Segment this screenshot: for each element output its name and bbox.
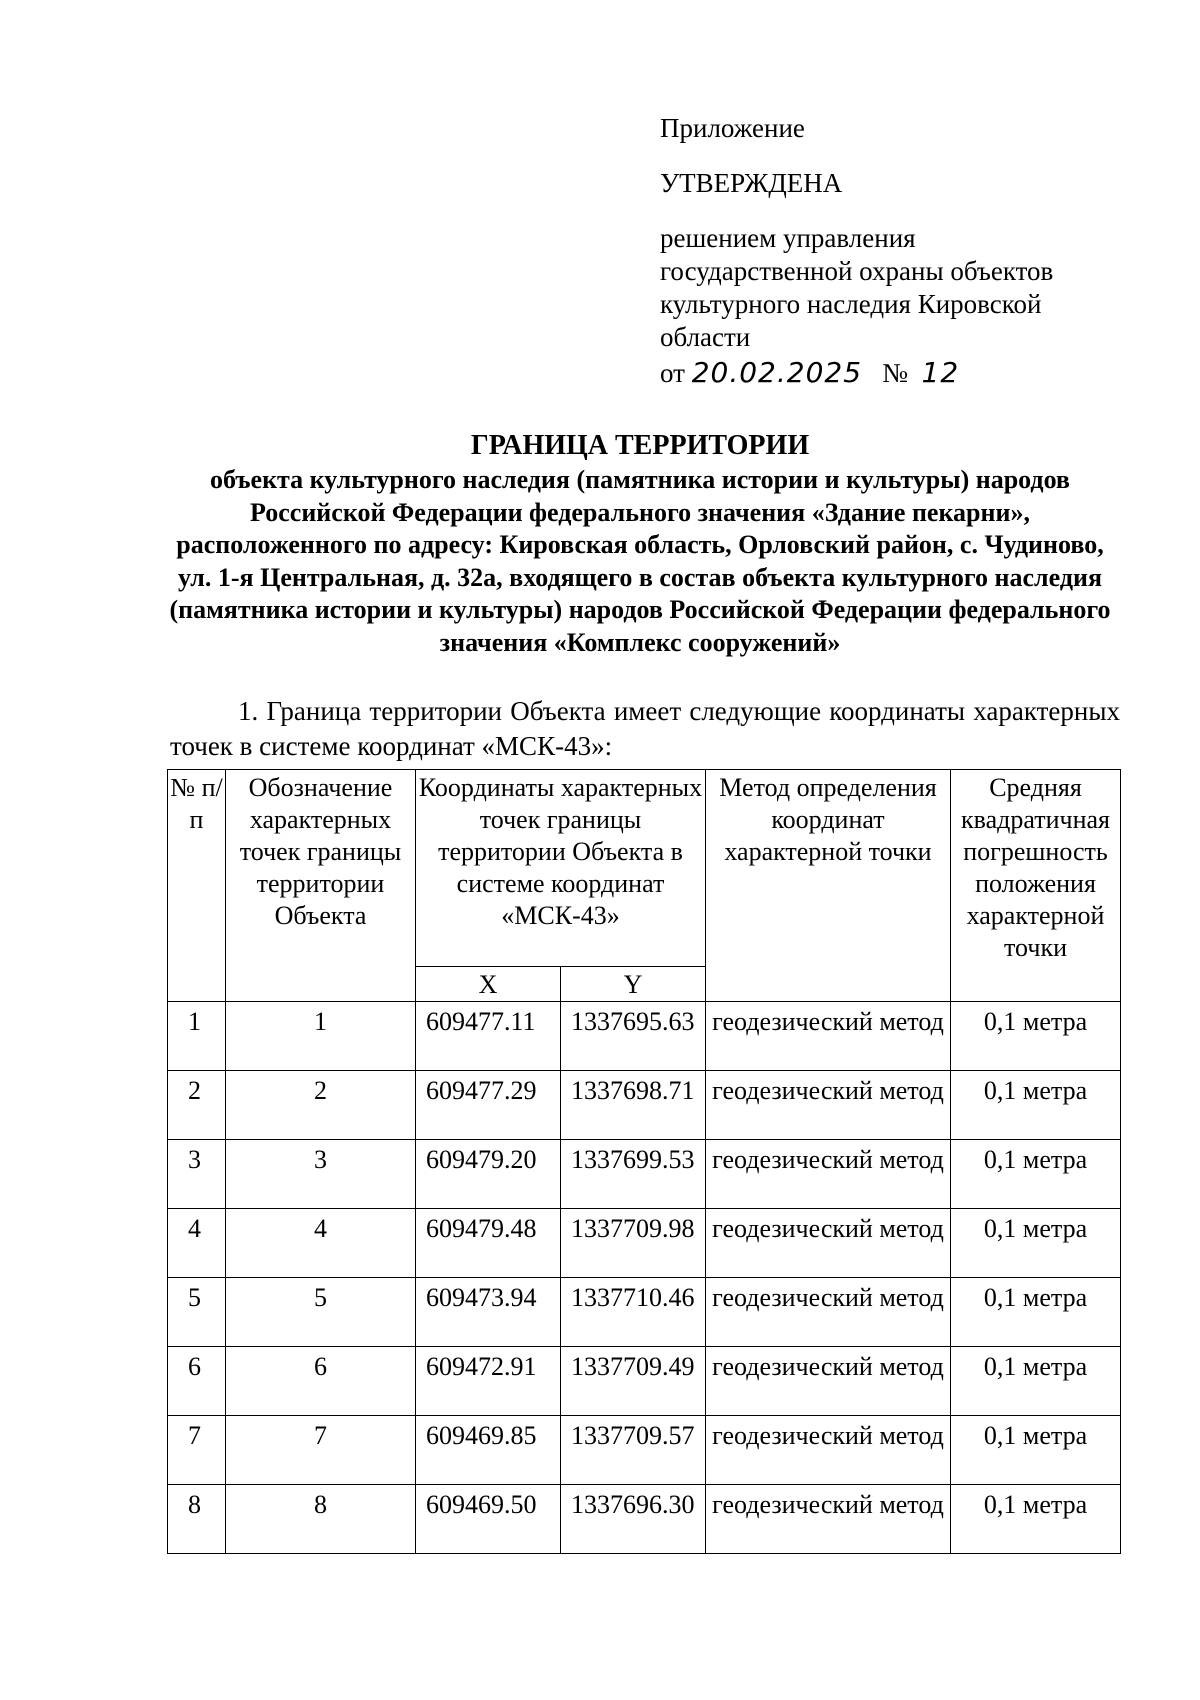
table-row (168, 1209, 1121, 1278)
table-row (168, 1347, 1121, 1416)
approved-stamp-text: УТВЕРЖДЕНА (660, 168, 843, 198)
appendix-label: Приложение (660, 113, 805, 143)
cell-method: геодезический метод (706, 1278, 951, 1347)
cell-point: 2 (226, 1071, 416, 1140)
cell-method: геодезический метод (706, 1485, 951, 1554)
cell-x: 609477.29 (416, 1071, 561, 1140)
cell-y: 1337709.98 (561, 1209, 706, 1278)
header-method: Метод определения координат характерной точки (706, 770, 951, 1002)
cell-point: 6 (226, 1347, 416, 1416)
cell-x: 609469.50 (416, 1485, 561, 1554)
cell-error: 0,1 метра (951, 1347, 1121, 1416)
cell-method: геодезический метод (706, 1416, 951, 1485)
cell-num: 1 (168, 1002, 226, 1071)
cell-point: 3 (226, 1140, 416, 1209)
cell-error: 0,1 метра (951, 1416, 1121, 1485)
cell-num: 4 (168, 1209, 226, 1278)
table-body (168, 1002, 1121, 1554)
cell-point: 7 (226, 1416, 416, 1485)
table-row (168, 1485, 1121, 1554)
cell-x: 609473.94 (416, 1278, 561, 1347)
title-main: ГРАНИЦА ТЕРРИТОРИИ (470, 430, 810, 461)
cell-y: 1337698.71 (561, 1071, 706, 1140)
cell-y: 1337709.49 (561, 1347, 706, 1416)
cell-num: 5 (168, 1278, 226, 1347)
cell-method: геодезический метод (706, 1140, 951, 1209)
cell-num: 7 (168, 1416, 226, 1485)
cell-error: 0,1 метра (951, 1485, 1121, 1554)
cell-method: геодезический метод (706, 1347, 951, 1416)
intro-paragraph: 1. Граница территории Объекта имеет следующие координаты характерных точек в системе координат «МСК-43»: (170, 696, 1120, 761)
header-num: № п/п (168, 770, 226, 1002)
cell-error: 0,1 метра (951, 1209, 1121, 1278)
coordinates-table (167, 769, 1121, 1554)
cell-method: геодезический метод (706, 1071, 951, 1140)
header-y: Y (561, 967, 706, 1002)
cell-method: геодезический метод (706, 1002, 951, 1071)
cell-error: 0,1 метра (951, 1140, 1121, 1209)
cell-y: 1337699.53 (561, 1140, 706, 1209)
table-row (168, 1278, 1121, 1347)
date-prefix: от (660, 358, 685, 388)
appendix-block (660, 112, 1120, 390)
cell-x: 609477.11 (416, 1002, 561, 1071)
cell-y: 1337695.63 (561, 1002, 706, 1071)
cell-num: 6 (168, 1347, 226, 1416)
cell-x: 609479.48 (416, 1209, 561, 1278)
cell-error: 0,1 метра (951, 1278, 1121, 1347)
cell-error: 0,1 метра (951, 1002, 1121, 1071)
header-error: Средняя квадратичная погрешность положения характерной точки (951, 770, 1121, 1002)
decision-number: 12 (921, 356, 960, 389)
cell-point: 8 (226, 1485, 416, 1554)
number-prefix: № (882, 358, 909, 388)
cell-num: 3 (168, 1140, 226, 1209)
table-row (168, 1071, 1121, 1140)
decision-date: 20.02.2025 (691, 356, 863, 389)
table-row (168, 1002, 1121, 1071)
cell-num: 2 (168, 1071, 226, 1140)
cell-x: 609479.20 (416, 1140, 561, 1209)
cell-point: 5 (226, 1278, 416, 1347)
approving-authority: решением управления государственной охраны объектов культурного наследия Кировской области (660, 223, 1054, 352)
cell-num: 8 (168, 1485, 226, 1554)
cell-y: 1337710.46 (561, 1278, 706, 1347)
header-coordinates: Координаты характерных точек границы территории Объекта в системе координат «МСК-43» (416, 770, 706, 967)
table-row (168, 1140, 1121, 1209)
cell-error: 0,1 метра (951, 1071, 1121, 1140)
cell-point: 1 (226, 1002, 416, 1071)
cell-method: геодезический метод (706, 1209, 951, 1278)
cell-point: 4 (226, 1209, 416, 1278)
document-title (160, 428, 1120, 659)
header-designation: Обозначение характерных точек границы территории Объекта (226, 770, 416, 1002)
cell-y: 1337696.30 (561, 1485, 706, 1554)
cell-y: 1337709.57 (561, 1416, 706, 1485)
cell-x: 609472.91 (416, 1347, 561, 1416)
header-x: X (416, 967, 561, 1002)
title-subtitle: объекта культурного наследия (памятника истории и культуры) народов Российской Федерации федерального значения «Здание пекарни», расположенного по адресу: Кировская область, Орловский район, с. Чудиново, ул. 1-я Центральная, д. 32а, входящего в состав объекта культурного наследия (памятника истории и культуры) народов Российской Федерации федерального значения «Комплекс сооружений» (169, 465, 1111, 657)
cell-x: 609469.85 (416, 1416, 561, 1485)
table-row (168, 1416, 1121, 1485)
decision-date-line (660, 356, 1120, 390)
